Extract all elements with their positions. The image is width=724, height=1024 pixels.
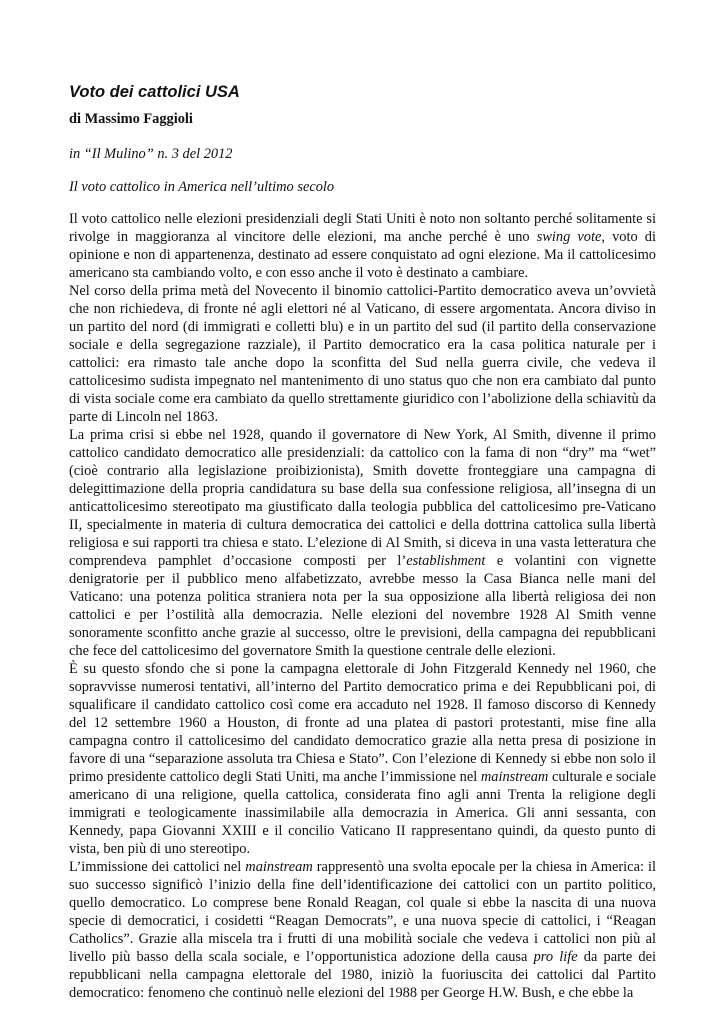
italic-term: pro life bbox=[533, 949, 578, 965]
paragraph-text: , voto di opinione e non di appartenenza, destinato ad essere conquistato ad ogni elezione. Ma il cattolicesimo americano sta cambiando volto, e con esso anche il voto è destinato a cambiare. bbox=[69, 229, 656, 281]
body-paragraph bbox=[69, 210, 656, 282]
italic-term: mainstream bbox=[245, 859, 313, 875]
paragraph-text: La prima crisi si ebbe nel 1928, quando il governatore di New York, Al Smith, divenne il primo cattolico candidato democratico alle presidenziali: da cattolico con la fama di non “dry” ma “wet” (cioè contrario alla legislazione proibizionista), Smith dovette fronteggiare una campagna di delegittimazione della propria candidatura su base della sua confessione religiosa, all’insegna di un anticattolicesimo stereotipato ma giustificato dalla teologia pubblica del cattolicesimo pre-Vaticano II, specialmente in materia di cultura democratica dei cattolici e della dottrina cattolica sulla libertà religiosa e sui rapporti tra chiesa e stato. L’elezione di Al Smith, si diceva in una vasta letteratura che comprendeva pamphlet d’occasione composti per l’ bbox=[69, 427, 656, 569]
paragraph-text: Nel corso della prima metà del Novecento il binomio cattolici-Partito democratico aveva un’ovvietà che non richiedeva, di fronte né agli elettori né al Vaticano, di essere argomentata. Ancora diviso in un partito del nord (di immigrati e colletti blu) e in un partito del sud (il partito della conservazione sociale e della segregazione razziale), il Partito democratico era la casa politica naturale per i cattolici: era rimasto tale anche dopo la sconfitta del Sud nella guerra civile, che vedeva il cattolicesimo sudista impegnato nel mantenimento di uno status quo che non era cambiato dal punto di vista sociale come era cambiato da quello strettamente giuridico con l’abolizione della schiavitù da parte di Lincoln nel 1863. bbox=[69, 283, 656, 425]
article-body bbox=[69, 210, 656, 1002]
body-paragraph bbox=[69, 660, 656, 858]
paragraph-text: rappresentò una svolta epocale per la chiesa in America: il suo successo significò l’inizio della fine dell’identificazione dei cattolici con un partito politico, quello democratico. Lo comprese bene Ronald Reagan, col quale si ebbe la nascita di una nuova specie di democratici, i cosidetti “Reagan Democrats”, e una nuova specie di cattolici, i “Reagan Catholics”. Grazie alla miscela tra i frutti di una mobilità sociale che vedeva i cattolici non più al livello più basso della scala sociale, e l’opportunistica adozione della causa bbox=[69, 859, 656, 965]
document-title: Voto dei cattolici USA bbox=[69, 83, 240, 101]
body-paragraph bbox=[69, 858, 656, 1002]
italic-term: establishment bbox=[406, 553, 486, 569]
paragraph-text: culturale e sociale americano di una religione, quella cattolica, considerata fino agli anni Trenta la religione degli immigrati e teologicamente inassimilabile alla democrazia in America. Gli anni sessanta, con Kennedy, papa Giovanni XXIII e il concilio Vaticano II rappresentano quindi, da questo punto di vista, ben più di uno stereotipo. bbox=[69, 769, 656, 857]
source-citation: in “Il Mulino” n. 3 del 2012 bbox=[69, 146, 233, 162]
paragraph-text: L’immissione dei cattolici nel bbox=[69, 859, 246, 875]
body-paragraph bbox=[69, 426, 656, 660]
author-line: di Massimo Faggioli bbox=[69, 111, 193, 127]
paragraph-text: e volantini con vignette denigratorie per il pubblico meno alfabetizzato, avrebbe messo la Casa Bianca nelle mani del Vaticano: una potenza politica straniera nota per la sua opposizione alla libertà religiosa dei non cattolici e per l’ostilità alla democrazia. Nelle elezioni del novembre 1928 Al Smith venne sonoramente sconfitto anche grazie al successo, oltre le previsioni, della campagna dei repubblicani che fece del cattolicesimo del governatore Smith la questione centrale delle elezioni. bbox=[69, 553, 656, 659]
body-paragraph bbox=[69, 282, 656, 426]
italic-term: swing vote bbox=[536, 229, 602, 245]
italic-term: mainstream bbox=[480, 769, 549, 785]
paragraph-text: È su questo sfondo che si pone la campagna elettorale di John Fitzgerald Kennedy nel 1960, che sopravvisse numerosi tentativi, all’interno del Partito democratico prima e dei Repubblicani poi, di squalificare il candidato cattolico così come era accaduto nel 1928. Il famoso discorso di Kennedy del 12 settembre 1960 a Houston, di fronte ad una platea di pastori protestanti, mise fine alla campagna contro il cattolicesimo del candidato democratico grazie alla netta presa di posizione in favore di una “separazione assoluta tra Chiesa e Stato”. Con l’elezione di Kennedy si ebbe non solo il primo presidente cattolico degli Stati Uniti, ma anche l’immissione nel bbox=[69, 661, 656, 785]
paragraph-text: Il voto cattolico nelle elezioni presidenziali degli Stati Uniti è noto non soltanto perché solitamente si rivolge in maggioranza al vincitore delle elezioni, ma anche perché è uno bbox=[69, 211, 656, 245]
paragraph-text: da parte dei repubblicani nella campagna elettorale del 1980, iniziò la fuoriuscita dei cattolici dal Partito democratico: fenomeno che continuò nelle elezioni del 1988 per George H.W. Bush, e che ebbe la bbox=[69, 949, 657, 1001]
section-title: Il voto cattolico in America nell’ultimo secolo bbox=[69, 179, 335, 195]
